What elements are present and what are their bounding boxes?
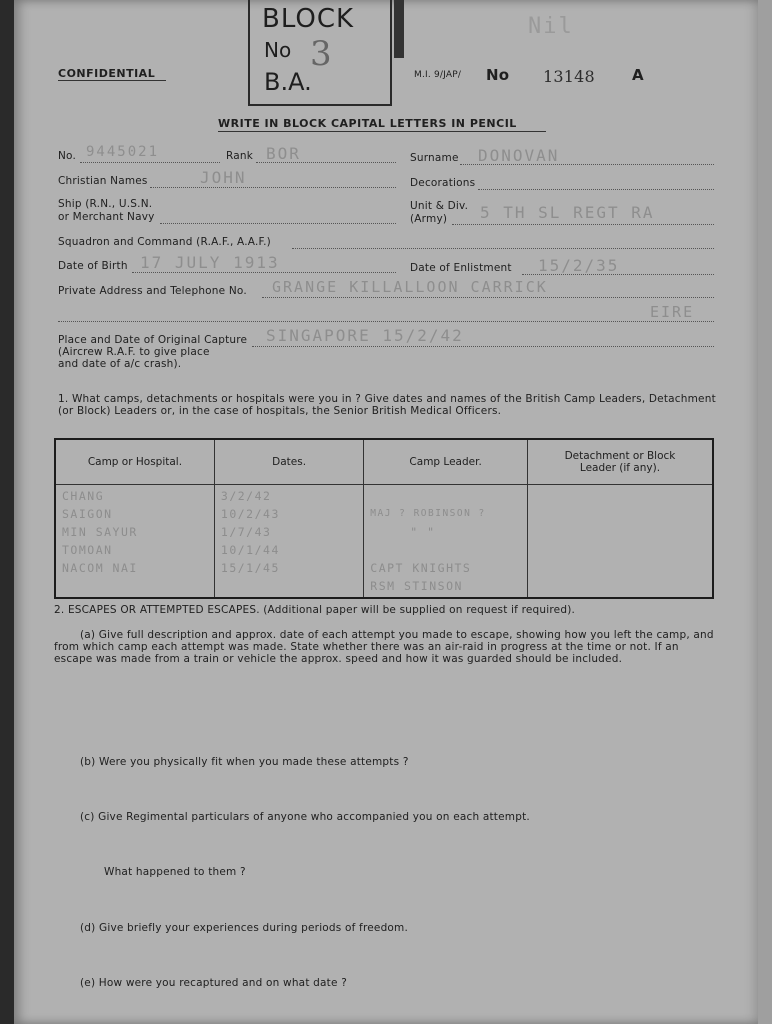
camp-entry: CHANG xyxy=(62,489,105,503)
capture-label-line2: (Aircrew R.A.F. to give place xyxy=(58,346,210,358)
confidential-label: CONFIDENTIAL xyxy=(58,67,156,80)
page-edge xyxy=(758,0,772,1024)
dates-cell xyxy=(214,485,363,599)
decorations-line xyxy=(478,189,714,190)
confidential-underline xyxy=(58,80,166,81)
date-entry: 1/7/43 xyxy=(220,525,272,539)
rank-label: Rank xyxy=(226,150,254,162)
christian-names-value: JOHN xyxy=(200,168,247,187)
decorations-label: Decorations xyxy=(410,177,476,189)
capture-value: SINGAPORE 15/2/42 xyxy=(266,326,464,345)
surname-label: Surname xyxy=(410,152,459,164)
dob-label: Date of Birth xyxy=(58,260,128,272)
camp-leader-cell xyxy=(364,485,528,599)
enlistment-label: Date of Enlistment xyxy=(410,262,512,274)
block-stamp xyxy=(248,0,392,106)
capture-line xyxy=(252,346,714,347)
q2c-sub-text: What happened to them ? xyxy=(104,866,246,878)
capture-label-line1: Place and Date of Original Capture xyxy=(58,334,248,346)
address-line2 xyxy=(58,321,714,322)
q2a-text-line1: (a) Give full description and approx. date of each attempt you made to escape, showing how you left the camp, and xyxy=(80,629,714,641)
christian-names-line xyxy=(150,187,396,188)
leader-entry: RSM STINSON xyxy=(370,579,463,593)
camp-entry: NACOM NAI xyxy=(62,561,138,575)
address-value-line1: GRANGE KILLALLOON CARRICK xyxy=(272,278,548,296)
binder-clip xyxy=(394,0,404,58)
stamp-no: No xyxy=(264,38,292,62)
camp-entry: TOMOAN xyxy=(62,543,113,557)
unit-label-line2: (Army) xyxy=(410,213,448,225)
no-field-value: 9445021 xyxy=(86,144,160,160)
no-field-label: No. xyxy=(58,150,77,162)
rank-value: BOR xyxy=(266,144,301,163)
leader-entry: " " xyxy=(410,525,436,539)
q2e-text: (e) How were you recaptured and on what date ? xyxy=(80,977,347,989)
block-leader-column-header: Detachment or Block Leader (if any). xyxy=(527,439,713,485)
camp-leader-column-header: Camp Leader. xyxy=(364,439,528,485)
unit-label-line1: Unit & Div. xyxy=(410,200,469,212)
ship-label-line2: or Merchant Navy xyxy=(58,211,155,223)
leader-entry xyxy=(370,541,521,559)
stamp-block: BLOCK xyxy=(262,4,355,34)
address-value-line2: EIRE xyxy=(650,303,695,321)
q1-text-line2: (or Block) Leaders or, in the case of hospitals, the Senior British Medical Officers. xyxy=(58,405,502,417)
no-label: No xyxy=(486,66,510,84)
date-entry: 10/1/44 xyxy=(220,543,280,557)
capture-label-line3: and date of a/c crash). xyxy=(58,358,182,370)
leader-entry: CAPT KNIGHTS xyxy=(370,561,472,575)
date-entry: 10/2/43 xyxy=(220,507,280,521)
q2b-text: (b) Were you physically fit when you made these attempts ? xyxy=(80,756,409,768)
leader-entry xyxy=(370,487,521,505)
camp-cell xyxy=(55,485,214,599)
q2d-text: (d) Give briefly your experiences during periods of freedom. xyxy=(80,922,409,934)
date-entry: 15/1/45 xyxy=(220,561,280,575)
q2c-text: (c) Give Regimental particulars of anyone who accompanied you on each attempt. xyxy=(80,811,530,823)
table-header-row xyxy=(55,439,713,485)
table-body-row xyxy=(55,485,713,599)
camp-column-header: Camp or Hospital. xyxy=(55,439,214,485)
instruction-underline xyxy=(218,131,546,132)
christian-names-label: Christian Names xyxy=(58,175,148,187)
stamp-ba: B.A. xyxy=(264,68,312,96)
leader-entry: MAJ ? ROBINSON ? xyxy=(370,508,486,519)
q2a-text-line3: escape was made from a train or vehicle the approx. speed and how it was guarded should be included. xyxy=(54,653,623,665)
stamp-number: 3 xyxy=(310,34,332,74)
ship-label-line1: Ship (R.N., U.S.N. xyxy=(58,198,153,210)
q2a-text-line2: from which camp each attempt was made. State whether there was an air-raid in progress at the time or not. If an xyxy=(54,641,679,653)
camp-entry: MIN SAYUR xyxy=(62,525,138,539)
dob-line xyxy=(132,272,396,273)
no-field-line xyxy=(80,162,220,163)
block-leader-cell xyxy=(527,485,713,599)
dob-value: 17 JULY 1913 xyxy=(140,253,280,272)
enlistment-value: 15/2/35 xyxy=(538,256,620,275)
squadron-label: Squadron and Command (R.A.F., A.A.F.) xyxy=(58,236,271,248)
date-entry: 3/2/42 xyxy=(220,489,272,503)
address-line1 xyxy=(262,297,714,298)
squadron-line xyxy=(292,248,714,249)
unit-line xyxy=(452,224,714,225)
unit-value: 5 TH SL REGT RA xyxy=(480,203,655,222)
serial-number: 13148 xyxy=(543,67,595,86)
q1-text-line1: 1. What camps, detachments or hospitals were you in ? Give dates and names of the British Camp Leaders, Detachment xyxy=(58,393,716,405)
ship-line xyxy=(160,223,396,224)
surname-value: DONOVAN xyxy=(478,146,560,165)
serial-suffix: A xyxy=(632,66,644,84)
dates-column-header: Dates. xyxy=(214,439,363,485)
instruction-heading: WRITE IN BLOCK CAPITAL LETTERS IN PENCIL xyxy=(218,117,517,130)
ref-code: M.I. 9/JAP/ xyxy=(414,70,462,80)
camp-entry: SAIGON xyxy=(62,507,113,521)
address-label: Private Address and Telephone No. xyxy=(58,285,247,297)
pencil-note: Nil xyxy=(528,14,574,39)
camps-table xyxy=(54,438,714,599)
q2-title: 2. ESCAPES OR ATTEMPTED ESCAPES. (Additional paper will be supplied on request if required). xyxy=(54,604,576,616)
